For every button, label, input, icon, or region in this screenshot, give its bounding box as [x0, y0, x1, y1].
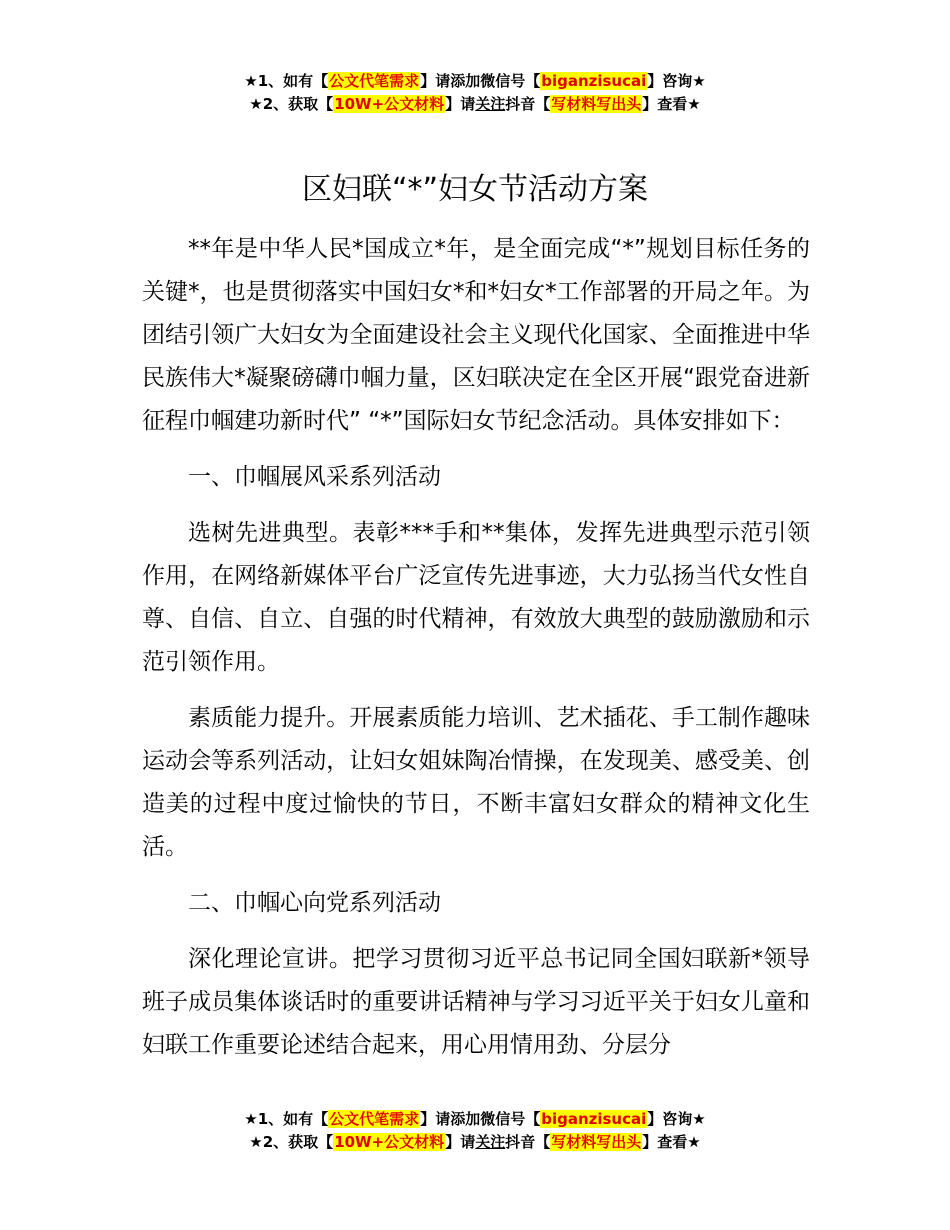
banner-text: 】查看★	[642, 1133, 701, 1151]
banner-text: 2、获取【	[262, 1133, 334, 1151]
banner-text: 2、获取【	[262, 95, 334, 113]
header-banner	[0, 70, 950, 116]
banner-line-1	[0, 1108, 950, 1131]
paragraph-theory-lecture: 深化理论宣讲。把学习贯彻习近平总书记同全国妇联新*领导班子成员集体谈话时的重要讲话精神与学习习近平关于妇女儿童和妇联工作重要论述结合起来，用心用情用劲、分层分	[142, 946, 810, 1058]
document-title: 区妇联“*”妇女节活动方案	[301, 172, 649, 207]
paragraph-quality-improvement: 素质能力提升。开展素质能力培训、艺术插花、手工制作趣味运动会等系列活动，让妇女姐妹陶冶情操，在发现美、感受美、创造美的过程中度过愉快的节日，不断丰富妇女群众的精神文化生活。	[142, 705, 810, 860]
footer-banner	[0, 1108, 950, 1154]
banner-line-1	[0, 70, 950, 93]
banner-wechat-id: biganzisucai	[541, 1110, 647, 1128]
banner-text: 抖音【	[505, 95, 551, 113]
banner-wechat-id: biganzisucai	[541, 72, 647, 90]
banner-text: 】请添加微信号【	[420, 1110, 541, 1128]
banner-text: 】咨询★	[647, 72, 706, 90]
section-heading-1: 一、巾帼展风采系列活动	[188, 464, 441, 490]
banner-underlined-text: 关注	[475, 1133, 506, 1151]
banner-highlight: 公文代笔需求	[329, 1110, 420, 1128]
banner-douyin-name: 写材料写出头	[551, 1133, 642, 1151]
banner-text: 1、如有【	[257, 1110, 329, 1128]
banner-highlight: 公文代笔需求	[329, 72, 420, 90]
star-icon: ★	[249, 1133, 263, 1151]
star-icon: ★	[249, 95, 263, 113]
star-icon: ★	[244, 72, 258, 90]
banner-text: 】请添加微信号【	[420, 72, 541, 90]
banner-highlight: 10W+公文材料	[334, 1133, 445, 1151]
banner-text: 抖音【	[505, 1133, 551, 1151]
banner-line-2	[0, 93, 950, 116]
banner-highlight: 10W+公文材料	[334, 95, 445, 113]
banner-text: 】查看★	[642, 95, 701, 113]
section-heading-2: 二、巾帼心向党系列活动	[188, 890, 441, 916]
banner-text: 】请	[445, 1133, 476, 1151]
paragraph-advanced-models: 选树先进典型。表彰***手和**集体，发挥先进典型示范引领作用，在网络新媒体平台广泛宣传先进事迹，大力弘扬当代女性自尊、自信、自立、自强的时代精神，有效放大典型的鼓励激励和示范引领作用。	[142, 520, 810, 675]
paragraph-intro: **年是中华人民*国成立*年，是全面完成“*”规划目标任务的关键*，也是贯彻落实中国妇女*和*妇女*工作部署的开局之年。为团结引领广大妇女为全面建设社会主义现代化国家、全面推进中华民族伟大*凝聚磅礴巾帼力量，区妇联决定在全区开展“跟党奋进新征程巾帼建功新时代” “*”国际妇女节纪念活动。具体安排如下：	[142, 236, 810, 434]
banner-text: 】咨询★	[647, 1110, 706, 1128]
star-icon: ★	[244, 1110, 258, 1128]
document-body	[142, 228, 810, 1067]
banner-douyin-name: 写材料写出头	[551, 95, 642, 113]
banner-underlined-text: 关注	[475, 95, 506, 113]
banner-text: 1、如有【	[257, 72, 329, 90]
banner-text: 】请	[445, 95, 476, 113]
banner-line-2	[0, 1131, 950, 1154]
